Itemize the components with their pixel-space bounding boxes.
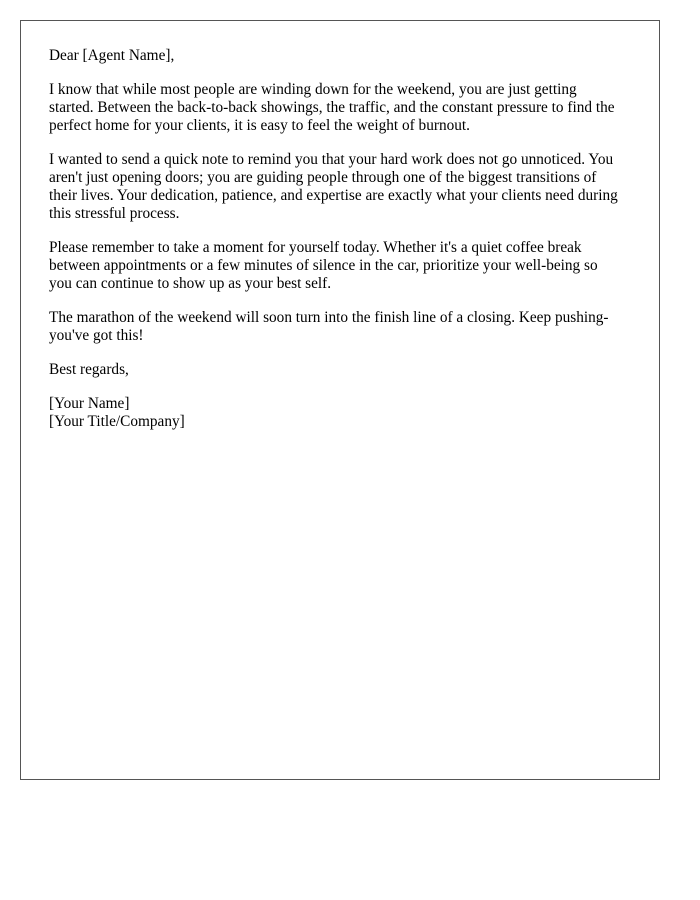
signature-title: [Your Title/Company]: [49, 413, 185, 430]
signature-name: [Your Name]: [49, 395, 130, 412]
closing: Best regards,: [49, 361, 129, 378]
paragraph-3: Please remember to take a moment for yourself today. Whether it's a quiet coffee break between appointments or a few minutes of silence in the car, prioritize your well-being so you can continue to show up as your best self.: [49, 239, 598, 292]
letter-body: [49, 47, 624, 431]
letter-page: [20, 20, 660, 780]
signature-block: [49, 395, 624, 431]
salutation: Dear [Agent Name],: [49, 47, 175, 64]
paragraph-1: I know that while most people are winding down for the weekend, you are just getting started. Between the back-to-back showings, the traffic, and the constant pressure to find the perfect home for your clients, it is easy to feel the weight of burnout.: [49, 81, 615, 134]
paragraph-4: The marathon of the weekend will soon turn into the finish line of a closing. Keep pushing-you've got this!: [49, 309, 609, 344]
paragraph-2: I wanted to send a quick note to remind you that your hard work does not go unnoticed. You aren't just opening doors; you are guiding people through one of the biggest transitions of their lives. Your dedication, patience, and expertise are exactly what your clients need during this stressful process.: [49, 151, 618, 222]
